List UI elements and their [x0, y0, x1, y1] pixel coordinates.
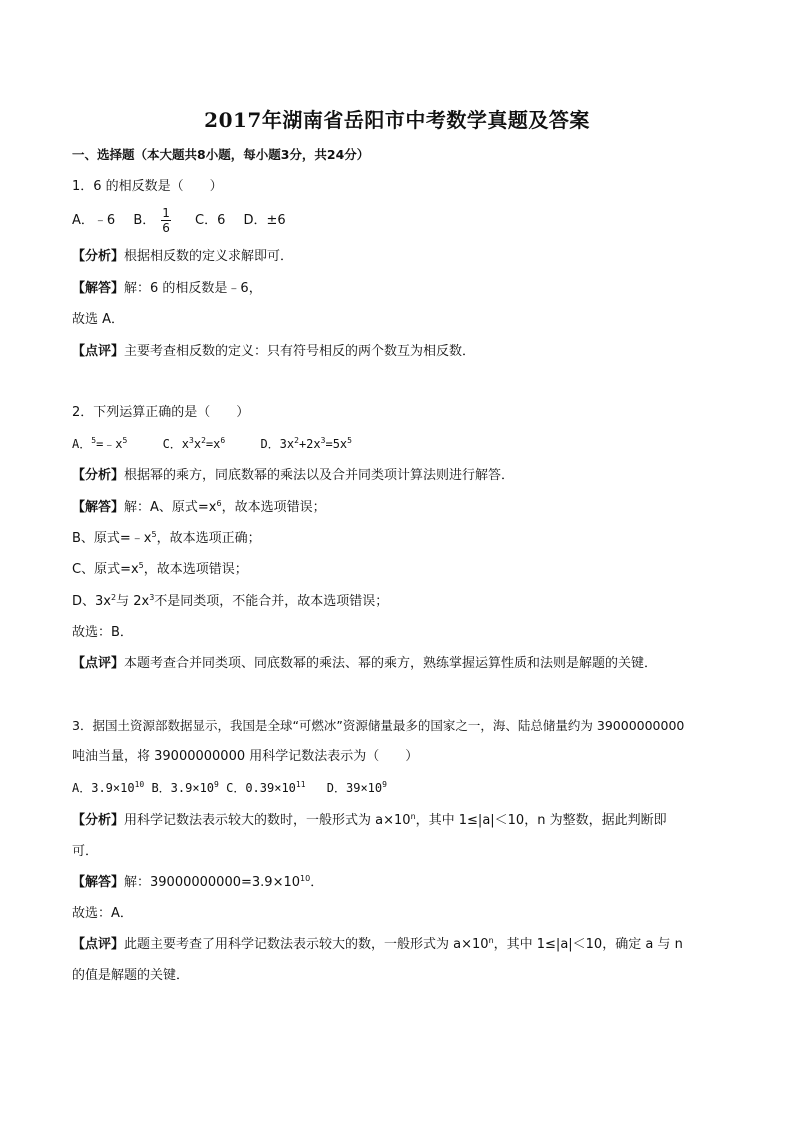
- section-heading: 一、选择题（本大题共8小题，每小题3分，共24分）: [72, 147, 370, 162]
- q3-stem-line1: 3．据国土资源部数据显示，我国是全球“可燃冰”资源储量最多的国家之一，海、陆总储量约为 39000000000: [72, 718, 685, 733]
- q3-analysis-line2: 可．: [72, 844, 99, 859]
- q2-comment: 【点评】本题考查合并同类项、同底数幂的乘法、幂的乘方，熟练掌握运算性质和法则是解题的关键．: [72, 656, 658, 671]
- analysis-tag: 【分析】: [72, 813, 125, 828]
- q1-option-c: C．6: [195, 213, 226, 228]
- q1-comment: 【点评】主要考查相反数的定义：只有符号相反的两个数互为相反数．: [72, 344, 476, 359]
- q2-option-c: C．$x^3x^2=x^6$: [162, 436, 226, 451]
- q3-option-c: C．$0.39\times 10^{11}$: [226, 780, 306, 795]
- q2-answer-b: B、原式$=﹣x^5$，故本选项正确；: [72, 530, 261, 546]
- q3-options: [72, 779, 732, 797]
- answer-tag: 【解答】: [72, 875, 125, 890]
- q1-answer: 【解答】解：6 的相反数是﹣6，: [72, 281, 262, 296]
- q3-option-a: A．$3.9\times 10^{10}$: [72, 780, 145, 795]
- comment-tag: 【点评】: [72, 656, 125, 671]
- q3-choose: 故选：A．: [72, 906, 133, 921]
- comment-tag: 【点评】: [72, 937, 125, 952]
- q1-option-b-label: B．: [133, 213, 156, 228]
- q1-options: [72, 206, 732, 235]
- q2-choose: 故选：B．: [72, 625, 133, 640]
- q1-stem: 1．6 的相反数是（ ）: [72, 179, 223, 194]
- q2-answer-c: C、原式$=x^5$，故本选项错误；: [72, 561, 248, 577]
- q2-analysis: 【分析】根据幂的乘方，同底数幂的乘法以及合并同类项计算法则进行解答．: [72, 468, 515, 483]
- answer-tag: 【解答】: [72, 500, 125, 515]
- q1-choose: 故选 A．: [72, 312, 125, 327]
- q3-comment-line2: 的值是解题的关键．: [72, 968, 190, 983]
- q3-comment: 【点评】此题主要考查了用科学记数法表示较大的数，一般形式为 $a\times 10^n$，其中 1≤|a|＜10，确定 a 与 n: [72, 936, 683, 952]
- q2-stem: 2．下列运算正确的是（ ）: [72, 405, 250, 420]
- q2-answer: 【解答】解：A、原式$=x^6$，故本选项错误；: [72, 499, 326, 515]
- analysis-tag: 【分析】: [72, 249, 125, 264]
- q2-option-a: A．$^5=﹣x^5$: [72, 436, 128, 451]
- q2-options: [72, 435, 732, 453]
- page-title: 2017年湖南省岳阳市中考数学真题及答案: [204, 108, 590, 132]
- q1-analysis: 【分析】根据相反数的定义求解即可．: [72, 249, 294, 264]
- q3-option-b: B．$3.9\times 10^9$: [151, 780, 219, 795]
- q1-option-a: A．﹣6: [72, 213, 116, 228]
- fraction-numerator: 1: [162, 206, 170, 220]
- q2-answer-d: D、$3x^2$与 $2x^3$不是同类项，不能合并，故本选项错误；: [72, 593, 389, 609]
- q2-option-d: D．$3x^2+2x^3=5x^5$: [260, 436, 352, 451]
- q3-option-d: D．$39\times 10^9$: [326, 780, 387, 795]
- q1-option-b-fraction: [161, 206, 171, 235]
- answer-tag: 【解答】: [72, 281, 125, 296]
- q3-stem-line2: 吨油当量，将 39000000000 用科学记数法表示为（ ）: [72, 749, 419, 764]
- q1-option-d: D．±6: [243, 213, 286, 228]
- comment-tag: 【点评】: [72, 344, 125, 359]
- analysis-tag: 【分析】: [72, 468, 125, 483]
- q3-analysis: 【分析】用科学记数法表示较大的数时，一般形式为 $a\times 10^n$，其中 1≤|a|＜10，n 为整数，据此判断即: [72, 812, 667, 828]
- fraction-denominator: 6: [162, 221, 170, 235]
- q3-answer: 【解答】解：$39000000000=3.9\times 10^{10}$．: [72, 874, 324, 890]
